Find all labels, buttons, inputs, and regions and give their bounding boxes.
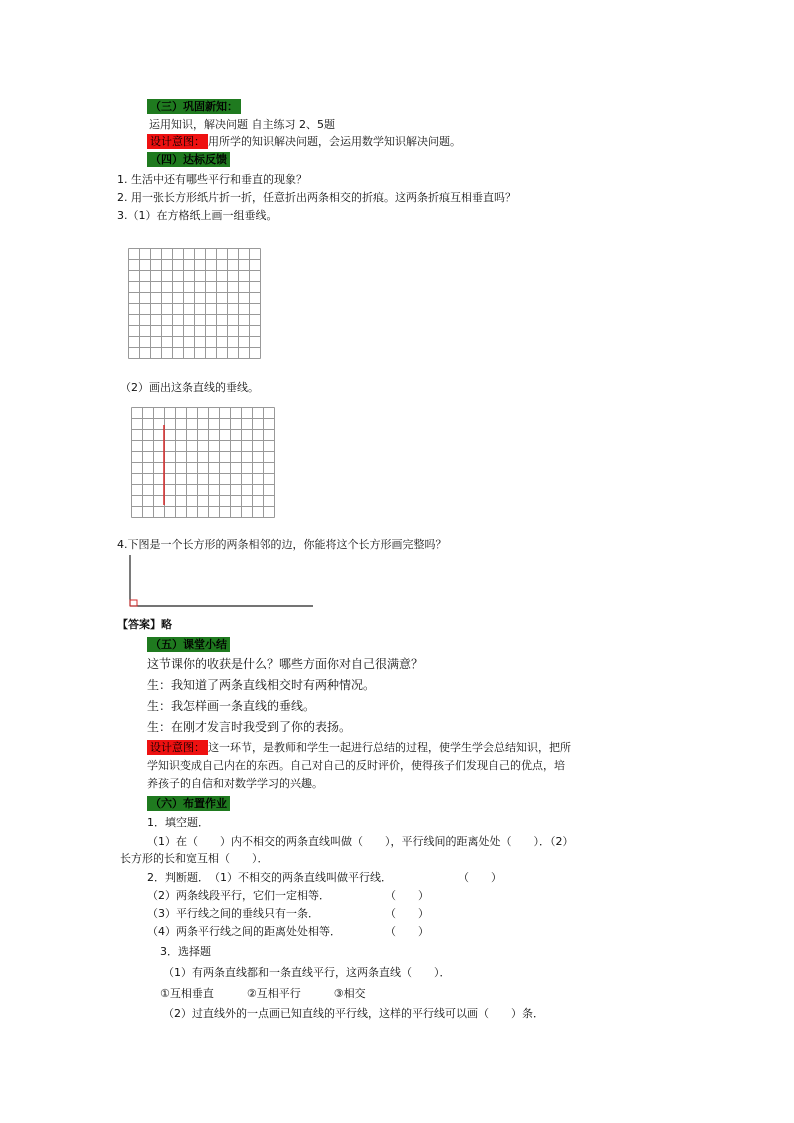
homework-1: 1．填空题． (147, 816, 209, 829)
section-3-heading: （三）巩固新知： (147, 99, 241, 114)
homework-2-3: （3）平行线之间的垂线只有一条． （ ） (147, 907, 429, 920)
section-4-heading: （四）达标反馈 (147, 152, 230, 167)
homework-2-4: （4）两条平行线之间的距离处处相等． （ ） (147, 925, 429, 938)
section-3-line: 运用知识，解决问题 自主练习 2、5题 (149, 118, 335, 131)
section-5-question: 这节课你的收获是什么？哪些方面你对自己很满意？ (147, 657, 424, 671)
homework-3: 3．选择题 (160, 945, 211, 958)
question-2: 2. 用一张长方形纸片折一折，任意折出两条相交的折痕。这两条折痕互相垂直吗？ (117, 191, 516, 204)
section-5-heading: （五）课堂小结 (147, 637, 230, 652)
homework-3-options: ①互相垂直 ②互相平行 ③相交 (160, 987, 366, 1000)
homework-1-1: （1）在（ ）内不相交的两条直线叫做（ ），平行线间的距离处处（ ）．（2） (147, 835, 574, 848)
section-6-heading: （六）布置作业 (147, 796, 230, 811)
homework-2-2: （2）两条线段平行，它们一定相等． （ ） (147, 889, 429, 902)
section-5-answer-1: 生：我知道了两条直线相交时有两种情况。 (147, 678, 376, 692)
design-intent-1: 设计意图： 用所学的知识解决问题，会运用数学知识解决问题。 (147, 134, 461, 149)
section-5-answer-2: 生：我怎样画一条直线的垂线。 (147, 699, 316, 713)
question-1: 1. 生活中还有哪些平行和垂直的现象？ (117, 173, 307, 186)
rectangle-corner (125, 555, 315, 611)
question-4: 4.下图是一个长方形的两条相邻的边，你能将这个长方形画完整吗？ (117, 538, 447, 551)
homework-2: 2．判断题． （1）不相交的两条直线叫做平行线． （ ） (147, 871, 502, 884)
answer-line: 【答案】略 (117, 618, 172, 631)
design-intent-2c: 养孩子的自信和对数学学习的兴趣。 (147, 777, 323, 790)
question-3-2: （2）画出这条直线的垂线。 (120, 381, 259, 394)
homework-3-1: （1）有两条直线都和一条直线平行，这两条直线（ ）． (163, 966, 451, 979)
grid-1 (128, 248, 262, 360)
section-5-answer-3: 生：在刚才发言时我受到了你的表扬。 (147, 720, 352, 734)
homework-3-2: （2）过直线外的一点画已知直线的平行线，这样的平行线可以画（ ）条． (163, 1007, 544, 1020)
question-3: 3.（1）在方格纸上画一组垂线。 (117, 209, 278, 222)
homework-1-2: 长方形的长和宽互相（ ）． (120, 852, 269, 865)
grid-2 (131, 407, 275, 519)
design-intent-2: 设计意图： 这一环节，是教师和学生一起进行总结的过程，使学生学会总结知识，把所 (147, 740, 571, 755)
design-intent-2b: 学知识变成自己内在的东西。自己对自己的反时评价，使得孩子们发现自己的优点，培 (147, 759, 565, 772)
